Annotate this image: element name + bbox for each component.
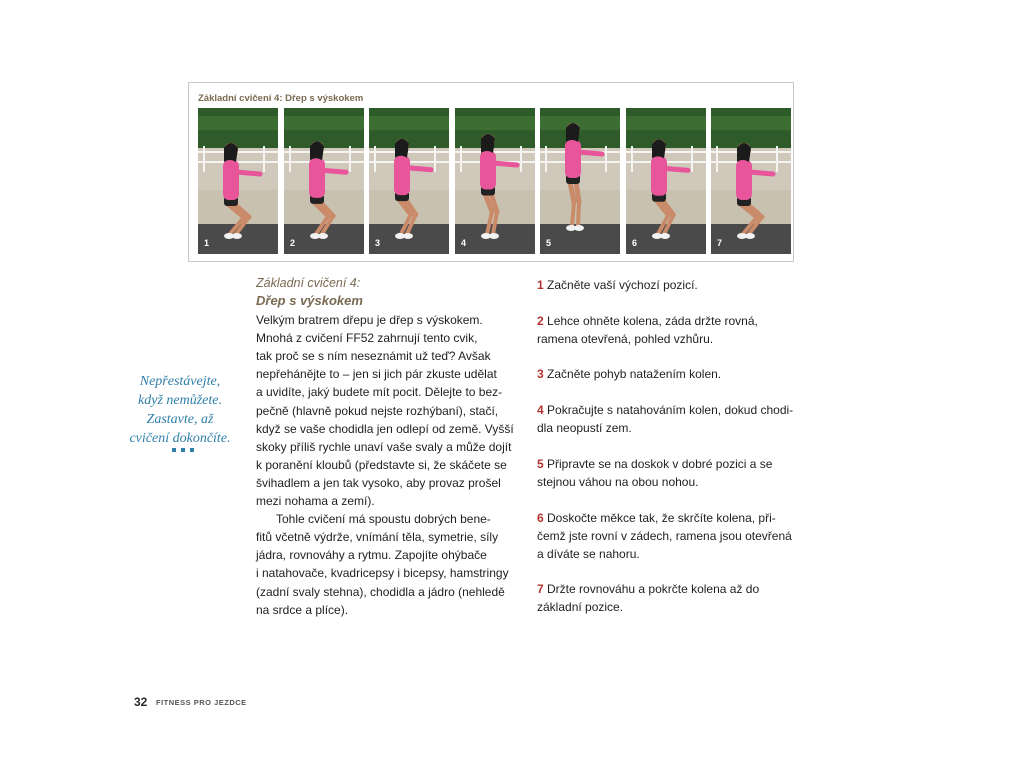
photo-step-number: 4 bbox=[461, 238, 467, 248]
photo-step-number: 7 bbox=[717, 238, 723, 248]
step-number: 4 bbox=[537, 403, 548, 417]
dot-ornament bbox=[181, 448, 185, 452]
step-number: 7 bbox=[537, 582, 548, 596]
body-text-line: (zadní svaly stehna), chodidla a jádro (nehledě bbox=[256, 585, 505, 599]
step-text: Lehce ohněte kolena, záda držte rovná, bbox=[547, 314, 758, 328]
step-text-line bbox=[537, 529, 792, 543]
step-text-line bbox=[537, 403, 793, 417]
step-text: Pokračujte s natahováním kolen, dokud chodi- bbox=[547, 403, 794, 417]
exercise-photo bbox=[540, 108, 620, 254]
pull-quote-dots bbox=[170, 448, 200, 454]
body-text-line: tak proč se s ním neseznámit už teď? Avšak bbox=[256, 349, 491, 363]
body-text-line: na srdce a plíce). bbox=[256, 603, 349, 617]
pull-quote-line: když nemůžete. bbox=[138, 393, 222, 408]
step-text: základní pozice. bbox=[537, 600, 624, 614]
step-text: Připravte se na doskok v dobré pozici a se bbox=[547, 457, 773, 471]
step-number: 1 bbox=[537, 278, 548, 292]
step-number: 5 bbox=[537, 457, 548, 471]
dot-ornament bbox=[190, 448, 194, 452]
step-text-line bbox=[537, 582, 759, 596]
step-text-line bbox=[537, 457, 772, 471]
dot-ornament bbox=[172, 448, 176, 452]
figure-caption: Základní cvičení 4: Dřep s výskokem bbox=[198, 93, 364, 104]
exercise-photo bbox=[369, 108, 449, 254]
exercise-photo bbox=[455, 108, 535, 254]
step-text-line bbox=[537, 367, 721, 381]
page-number: 32 bbox=[134, 695, 148, 709]
step-text-line bbox=[537, 332, 713, 346]
body-text-line: pečně (hlavně pokud nejste rozhýbaní), stačí, bbox=[256, 404, 499, 418]
step-text-line bbox=[537, 511, 776, 525]
step-text-line bbox=[537, 547, 640, 561]
step-text: stejnou váhou na obou nohou. bbox=[537, 475, 699, 489]
step-text: čemž jste rovní v zádech, ramena jsou otevřená bbox=[537, 529, 792, 543]
body-text-line: a uvidíte, jaký budete mít pocit. Dělejte to bez- bbox=[256, 385, 503, 399]
exercise-photo bbox=[284, 108, 364, 254]
body-text-line: skoky příliš rychle unaví vaše svaly a může dojít bbox=[256, 440, 512, 454]
step-number: 2 bbox=[537, 314, 548, 328]
body-text-line: nepřehánějte to – jen si jich pár zkuste udělat bbox=[256, 367, 497, 381]
body-text-line: švihadlem a jen tak vysoko, aby provaz prošel bbox=[256, 476, 501, 490]
step-text: ramena otevřená, pohled vzhůru. bbox=[537, 332, 714, 346]
exercise-photo bbox=[626, 108, 706, 254]
pull-quote-line: cvičení dokončíte. bbox=[129, 431, 231, 446]
photo-step-number: 2 bbox=[290, 238, 296, 248]
body-text-line: Velkým bratrem dřepu je dřep s výskokem. bbox=[256, 313, 483, 327]
exercise-photo bbox=[198, 108, 278, 254]
body-text-line: fitů včetně výdrže, vnímání těla, symetrie, síly bbox=[256, 530, 499, 544]
step-text-line bbox=[537, 314, 758, 328]
body-text-line: Mnohá z cvičení FF52 zahrnují tento cvik, bbox=[256, 331, 478, 345]
photo-step-number: 3 bbox=[375, 238, 381, 248]
step-text-line bbox=[537, 421, 632, 435]
photo-step-number: 1 bbox=[204, 238, 210, 248]
step-text: a díváte se nahoru. bbox=[537, 547, 640, 561]
step-text: Začněte pohyb natažením kolen. bbox=[547, 367, 722, 381]
body-text-line: k poranění kloubů (představte si, že skáčete se bbox=[256, 458, 507, 472]
photo-step-number: 5 bbox=[546, 238, 552, 248]
step-text: Začněte vaší výchozí pozicí. bbox=[547, 278, 698, 292]
pull-quote bbox=[126, 372, 234, 448]
exercise-title: Dřep s výskokem bbox=[256, 293, 363, 308]
step-text-line bbox=[537, 600, 623, 614]
exercise-photo bbox=[711, 108, 791, 254]
body-text-line: jádra, rovnováhy a rytmu. Zapojíte ohýbače bbox=[256, 548, 487, 562]
exercise-label: Základní cvičení 4: bbox=[256, 276, 361, 290]
body-text-line: když se vaše chodidla jen odlepí od země. Vyšší bbox=[256, 422, 514, 436]
exercise-photo-figure bbox=[188, 82, 794, 262]
step-text-line bbox=[537, 475, 698, 489]
pull-quote-line: Zastavte, až bbox=[146, 412, 214, 427]
photo-step-number: 6 bbox=[632, 238, 638, 248]
pull-quote-line: Nepřestávejte, bbox=[139, 374, 221, 389]
step-number: 6 bbox=[537, 511, 548, 525]
step-text: dla neopustí zem. bbox=[537, 421, 632, 435]
body-text-line: i natahovače, kvadricepsy i bicepsy, hamstringy bbox=[256, 566, 509, 580]
body-text-line: Tohle cvičení má spoustu dobrých bene- bbox=[276, 512, 491, 526]
step-text: Držte rovnováhu a pokrčte kolena až do bbox=[547, 582, 760, 596]
body-text-line: mezi nohama a zemí). bbox=[256, 494, 375, 508]
step-text-line bbox=[537, 278, 698, 292]
running-head: FITNESS PRO JEZDCE bbox=[156, 698, 247, 707]
step-text: Doskočte měkce tak, že skrčíte kolena, při- bbox=[547, 511, 776, 525]
step-number: 3 bbox=[537, 367, 548, 381]
photo-strip bbox=[198, 108, 789, 254]
